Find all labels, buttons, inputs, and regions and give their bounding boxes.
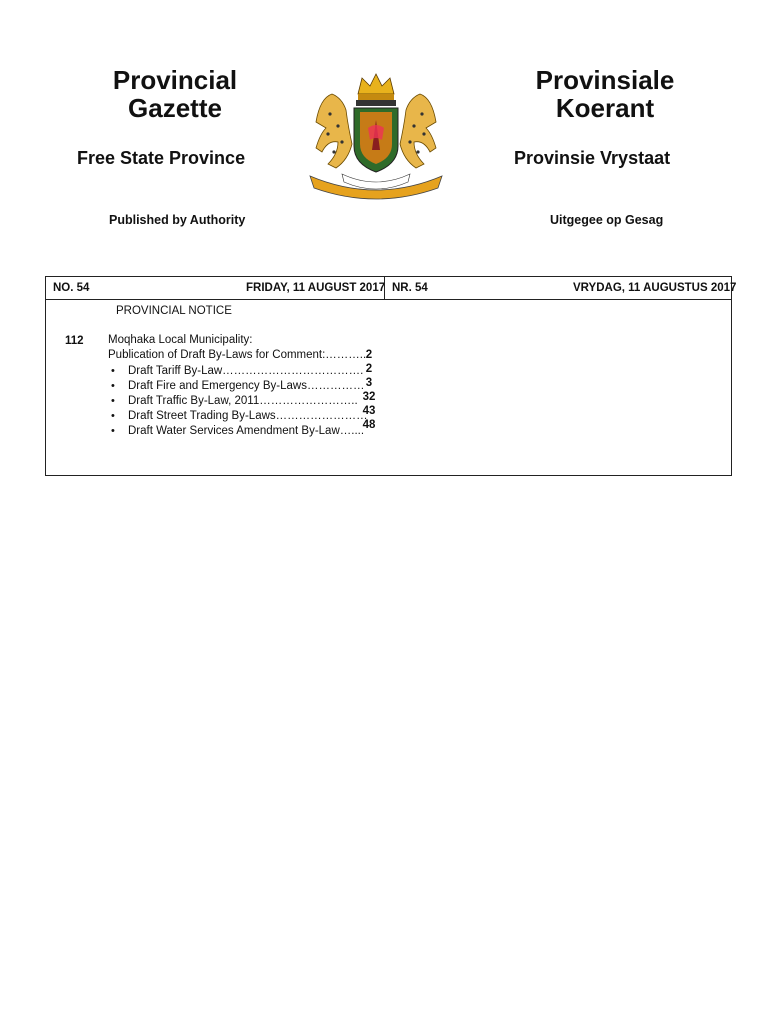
- coat-of-arms-icon: [298, 64, 454, 200]
- header-divider: [384, 277, 385, 299]
- province-english: Free State Province: [77, 148, 246, 168]
- page-numbers: [360, 348, 378, 432]
- page-number: 2: [365, 363, 373, 375]
- title-english-line2: Gazette: [128, 93, 222, 123]
- list-item: • Draft Water Services Amendment By-Law…....: [108, 424, 368, 439]
- title-english: [95, 66, 255, 122]
- list-item: • Draft Street Trading By-Laws……………………: [108, 409, 368, 424]
- issue-date-afrikaans: VRYDAG, 11 AUGUSTUS 2017: [573, 282, 737, 294]
- title-afrikaans-line2: Koerant: [555, 93, 655, 123]
- notice-table: [45, 276, 737, 476]
- issue-number-afrikaans: NR. 54: [392, 282, 428, 294]
- notice-number: 112: [65, 335, 84, 347]
- list-item: • Draft Traffic By-Law, 2011……………………..: [108, 394, 368, 409]
- header-rule: [46, 299, 731, 300]
- title-afrikaans: [520, 66, 690, 122]
- section-title: PROVINCIAL NOTICE: [116, 305, 232, 317]
- title-afrikaans-line1: Provinsiale: [535, 65, 675, 95]
- list-item: • Draft Fire and Emergency By-Laws……………: [108, 379, 368, 394]
- province-afrikaans: Provinsie Vrystaat: [514, 148, 671, 168]
- issue-number-english: NO. 54: [53, 282, 90, 294]
- title-english-line1: Provincial: [112, 65, 238, 95]
- uitgegee-op-gesag: Uitgegee op Gesag: [550, 213, 664, 227]
- notice-publication: Publication of Draft By-Laws for Comment:………..: [108, 349, 367, 361]
- notice-municipality: Moqhaka Local Municipality:: [108, 334, 253, 346]
- page-number: 32: [362, 391, 376, 403]
- list-item: • Draft Tariff By-Law……………………………….: [108, 364, 368, 379]
- page-number: 3: [365, 377, 373, 389]
- published-by-authority: Published by Authority: [109, 213, 246, 227]
- page-number: 2: [365, 349, 373, 361]
- page-number: 48: [362, 419, 376, 431]
- issue-date-english: FRIDAY, 11 AUGUST 2017: [246, 282, 386, 294]
- by-law-list: [108, 364, 368, 439]
- page-number: 43: [362, 405, 376, 417]
